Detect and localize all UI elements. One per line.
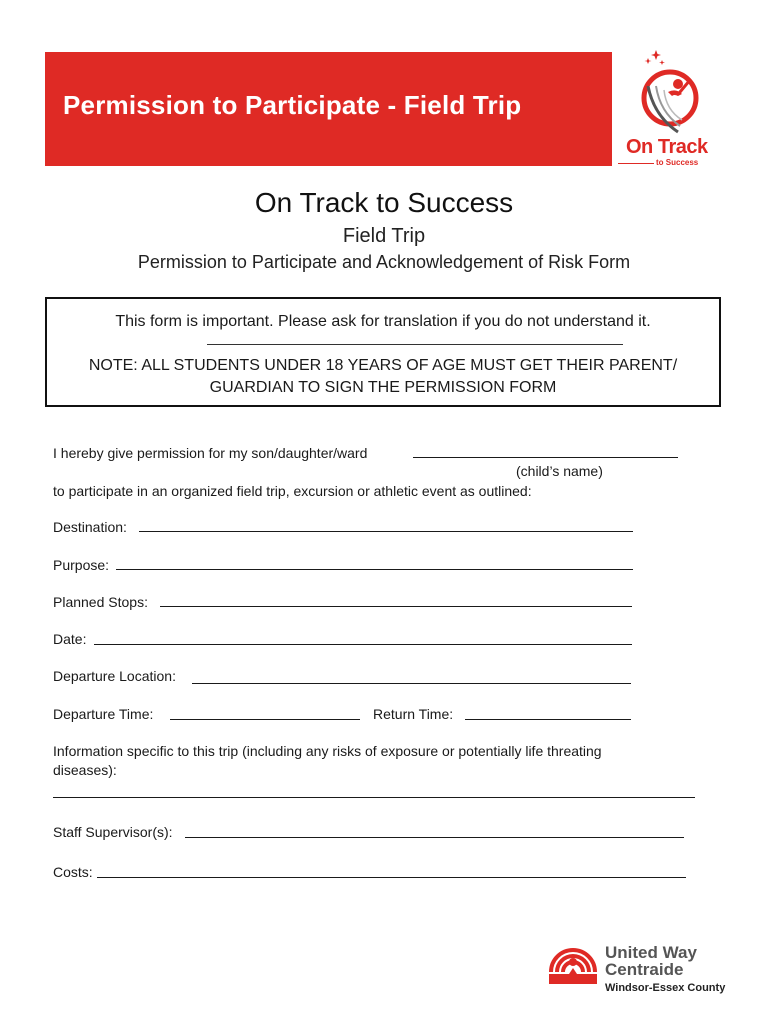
document-form-name: Permission to Participate and Acknowledgement of Risk Form [137,252,631,272]
notice-box [45,297,721,407]
united-way-name-line2: Centraide [605,960,684,979]
on-track-logo-tagline: to Success [656,158,699,167]
header-title: Permission to Participate - Field Trip [63,90,522,120]
child-name-caption: (child’s name) [516,463,603,479]
participate-text: to participate in an organized field trip, excursion or athletic event as outlined: [53,483,532,499]
trip-info-label-line2: diseases): [53,762,117,778]
departure-time-label: Departure Time: [53,706,154,722]
trip-info-field[interactable] [53,797,695,798]
date-field[interactable] [94,644,632,645]
costs-label: Costs: [53,864,93,880]
united-way-hand-icon [545,932,601,988]
on-track-logo-divider [618,163,654,164]
united-way-region: Windsor-Essex County [605,982,726,994]
costs-field[interactable] [97,877,686,878]
runner-logo-icon [618,46,726,138]
translation-notice: This form is important. Please ask for translation if you do not understand it. [115,313,651,330]
staff-supervisor-field[interactable] [185,837,684,838]
date-label: Date: [53,631,87,647]
age-requirement-note [47,355,719,399]
document-title: On Track to Success [254,187,514,218]
permission-text: I hereby give permission for my son/daughter/ward [53,445,368,461]
united-way-logo [545,930,730,1000]
departure-location-label: Departure Location: [53,668,176,684]
document-subtitle: Field Trip [342,225,426,247]
departure-time-field[interactable] [170,719,360,720]
trip-info-label-line1: Information specific to this trip (including any risks of exposure or potentially life threating [53,743,602,759]
return-time-field[interactable] [465,719,631,720]
destination-field[interactable] [139,531,633,532]
on-track-logo [618,46,726,170]
planned-stops-field[interactable] [160,606,632,607]
purpose-field[interactable] [116,569,633,570]
return-time-label: Return Time: [373,706,454,722]
united-way-name [605,944,697,978]
staff-supervisor-label: Staff Supervisor(s): [53,824,173,840]
destination-label: Destination: [53,519,127,535]
notice-divider [207,344,623,345]
departure-location-field[interactable] [192,683,631,684]
child-name-field[interactable] [413,457,678,458]
age-requirement-note-line2: GUARDIAN TO SIGN THE PERMISSION FORM [209,379,557,396]
on-track-logo-name: On Track [626,136,708,158]
purpose-label: Purpose: [53,557,110,573]
united-way-name-line1: United Way [605,943,697,962]
age-requirement-note-line1: NOTE: ALL STUDENTS UNDER 18 YEARS OF AGE MUST GET THEIR PARENT/ [88,357,678,374]
planned-stops-label: Planned Stops: [53,594,148,610]
header-banner [45,52,612,166]
